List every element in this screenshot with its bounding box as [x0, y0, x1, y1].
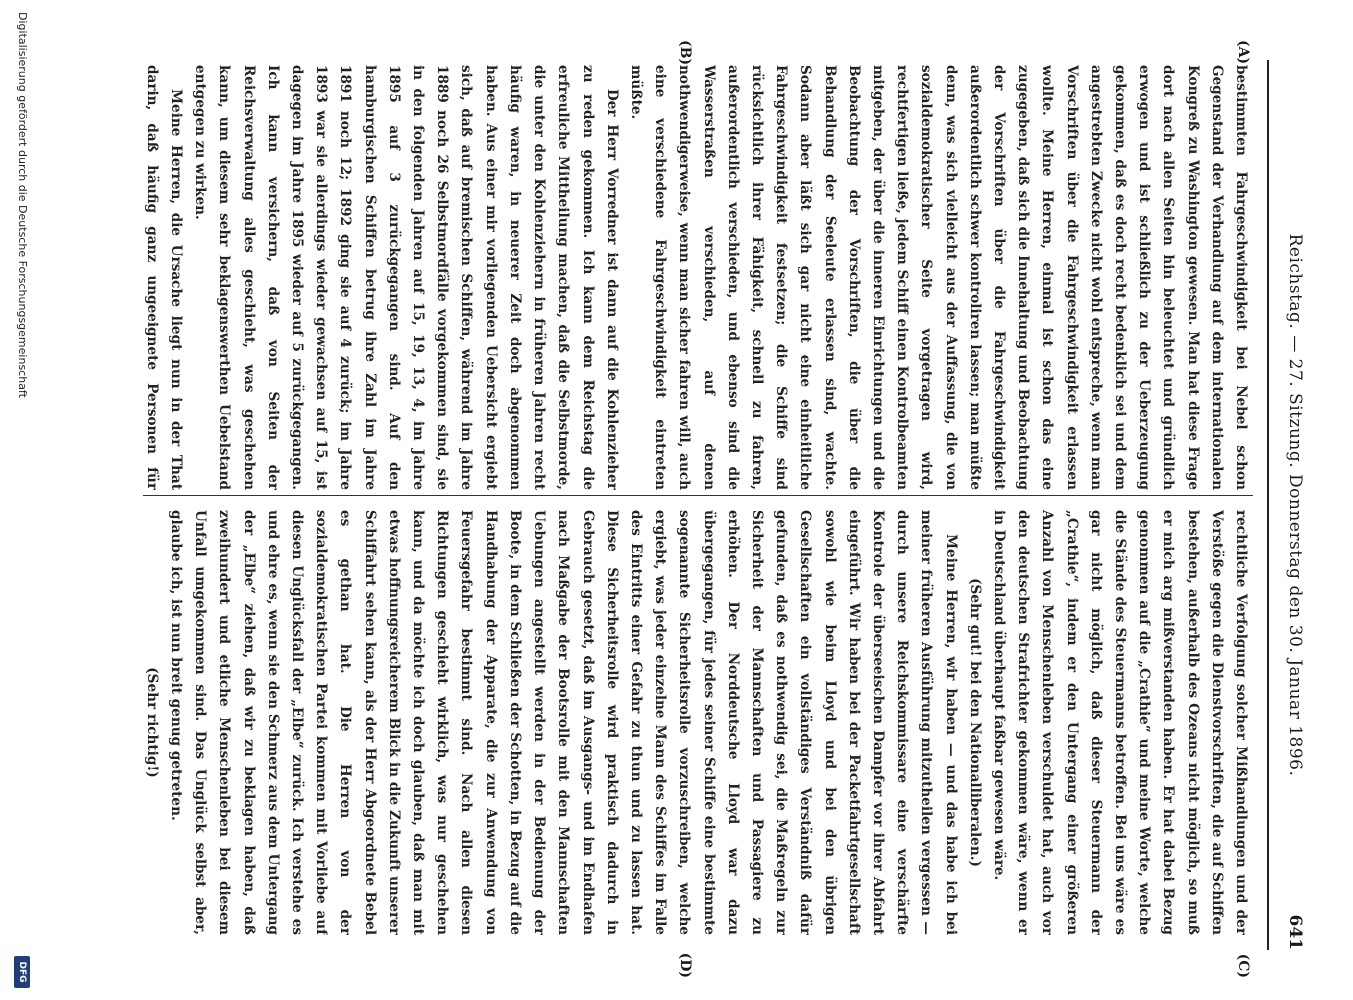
interjection: (Sehr richtig!): [143, 667, 160, 778]
margin-marker-b: (B): [677, 40, 693, 66]
page-number: 641: [1285, 914, 1305, 950]
margin-marker-a: (A): [1235, 40, 1251, 65]
header-title: Reichstag. — 27. Sitzung. Donnerstag den 30. Januar 1896.: [1285, 233, 1305, 777]
page-footer: [9, 0, 33, 1000]
right-column: [138, 510, 1253, 935]
column-divider: [143, 495, 1253, 496]
left-paragraph-2: Der Herr Vorredner ist dann auf die Kohlenzieher zu reden gekommen. Ich kann dem Reichstag die erfreuliche Mittheilung machen, daß die Selbstmorde, die unter den Kohlenziehern in früheren Jahren recht häufig waren, in neuerer Zeit doch abgenommen haben. Aus einer mir vorliegenden Uebersicht ergiebt sich, daß auf bremischen Schiffen, während im Jahre 1889 noch 26 Selbstmordfälle vorgekommen sind, sie in den folgenden Jahren auf 15, 19, 13, 4, im Jahre 1895 auf 3 zurückgegangen sind. Auf den hamburgischen Schiffen betrug ihre Zahl im Jahre 1891 noch 12; 1892 ging sie auf 4 zurück; im Jahre 1893 war sie allerdings wieder gewachsen auf 15, ist dagegen im Jahre 1895 wieder auf 5 zurückgegangen. Ich kann versichern, daß von Seiten der Reichsverwaltung alles geschieht, was geschehen kann, um diesem sehr beklagenswerthen Uebelstand entgegen zu wirken.: [192, 65, 620, 490]
left-column: [138, 65, 1253, 490]
margin-marker-c: (C): [1235, 953, 1251, 978]
right-paragraph-2: Meine Herren, wir haben — und das habe ich bei meiner früheren Ausführung mitzutheilen vergessen — durch unsere Reichskommissare eine verschärfte Kontrole der überseeischen Dampfer vor ihrer Abfahrt eingeführt. Wir haben bei der Packetfahrtgesellschaft sowohl wie beim Lloyd und bei den übrigen Gesellschaften ein vollständiges Verständniß dafür gefunden, daß es nothwendig sei, die Maßregeln zur Sicherheit der Mannschaften und Passagiere zu erhöhen. Der Norddeutsche Lloyd war dazu übergegangen, für jedes seiner Schiffe eine bestimmte sogenannte Sicherheitsrolle vorzuschreiben, welche ergiebt, was jeder einzelne Mann des Schiffes im Falle des Eintritts einer Gefahr zu thun und zu lassen hat. Diese Sicherheitsrolle wird praktisch dadurch in Gebrauch gesetzt, daß im Ausgangs- und im Endhafen nach Maßgabe der Bootsrolle mit den Mannschaften Uebungen angestellt werden in der Bedienung der Boote, in dem Schließen der Schotten, in Bezug auf die Handhabung der Apparate, die zur Anwendung von Feuersgefahr bestimmt sind. Nach allen diesen Richtungen geschieht wirklich, was nur geschehen kann, und da möchte ich doch glauben, daß man mit etwas hoffnungsreicherem Blick in die Zukunft unserer Schiffahrt sehen kann, als der Herr Abgeordnete Bebel es gethan hat. Die Herren von der sozialdemokratischen Partei kommen mit Vorliebe auf diesen Unglücksfall der „Elbe“ zurück. Ich verstehe es und ehre es, wenn sie den Schmerz aus dem Untergang der „Elbe“ ziehen, daß wir zu beklagen haben, daß zweihundert und etliche Menschenleben bei diesem Unfall umgekommen sind. Das Unglück selbst aber, glaube ich, ist nun breit genug getreten.: [168, 510, 959, 935]
margin-marker-d: (D): [677, 952, 693, 978]
right-paragraph-1: rechtliche Verfolgung solcher Mißhandlungen und der Verstöße gegen die Dienstvorschriften, die auf Schiffen bestehen, außerhalb des Ozeans nicht möglich, so muß er mich arg mißverstanden haben. Er hat dabei Bezug genommen auf die „Crathie“ und meine Worte, welche die Stände des Steuermanns betroffen. Bei uns wäre es gar nicht möglich, daß dieser Steuermann der „Crathie“, indem er den Untergang einer größeren Anzahl von Menschenleben verschuldet hat, auch vor den deutschen Strafrichter gekommen wäre, wenn er in Deutschland überhaupt faßbar gewesen wäre.: [990, 510, 1249, 935]
dfg-logo: DFG: [14, 956, 30, 988]
page-header: [1267, 60, 1313, 950]
right-paragraph-3: [138, 510, 140, 935]
digitization-note: Digitalisierung gefördert durch die Deutsche Forschungsgemeinschaft: [16, 12, 29, 398]
left-paragraph-3: Meine Herren, die Ursache liegt nun in der That darin, daß häufig ganz ungeeignete Personen für: [143, 65, 185, 490]
left-paragraph-1: bestimmten Fahrgeschwindigkeit bei Nebel schon Gegenstand der Verhandlung auf dem internationalen Kongreß zu Washington gewesen. Man hat diese Frage dort nach allen Seiten hin beleuchtet und gründlich erwogen und ist schließlich zu der Ueberzeugung gekommen, daß es doch recht bedenklich sei und dem angestrebten Zwecke nicht wohl entspreche, wenn man Vorschriften über die Fahrgeschwindigkeit erlassen wollte. Meine Herren, einmal ist schon das eine zugegeben, daß sich die Innehaltung und Beobachtung der Vorschriften über die Fahrgeschwindigkeit außerordentlich schwer kontroliren lassen; man müßte denn, was sich vielleicht aus der Auffassung, die von sozialdemokratischer Seite vorgetragen wird, rechtfertigen ließe, jedem Schiff einen Kontrolbeamten mitgeben, der über die inneren Einrichtungen und die Beobachtung der Vorschriften, die über die Behandlung der Seeleute erlassen sind, wachte. Sodann aber läßt sich gar nicht eine einheitliche Fahrgeschwindigkeit festsetzen; die Schiffe sind rücksichtlich ihrer Fähigkeit, schnell zu fahren, außerordentlich verschieden, und ebenso sind die Wasserstraßen verschieden, auf denen nothwendigerweise, wenn man sicher fahren will, auch eine verschiedene Fahrgeschwindigkeit eintreten müßte.: [627, 65, 1249, 490]
interjection: (Sehr gut! bei den Nationalliberalen.): [966, 578, 983, 867]
